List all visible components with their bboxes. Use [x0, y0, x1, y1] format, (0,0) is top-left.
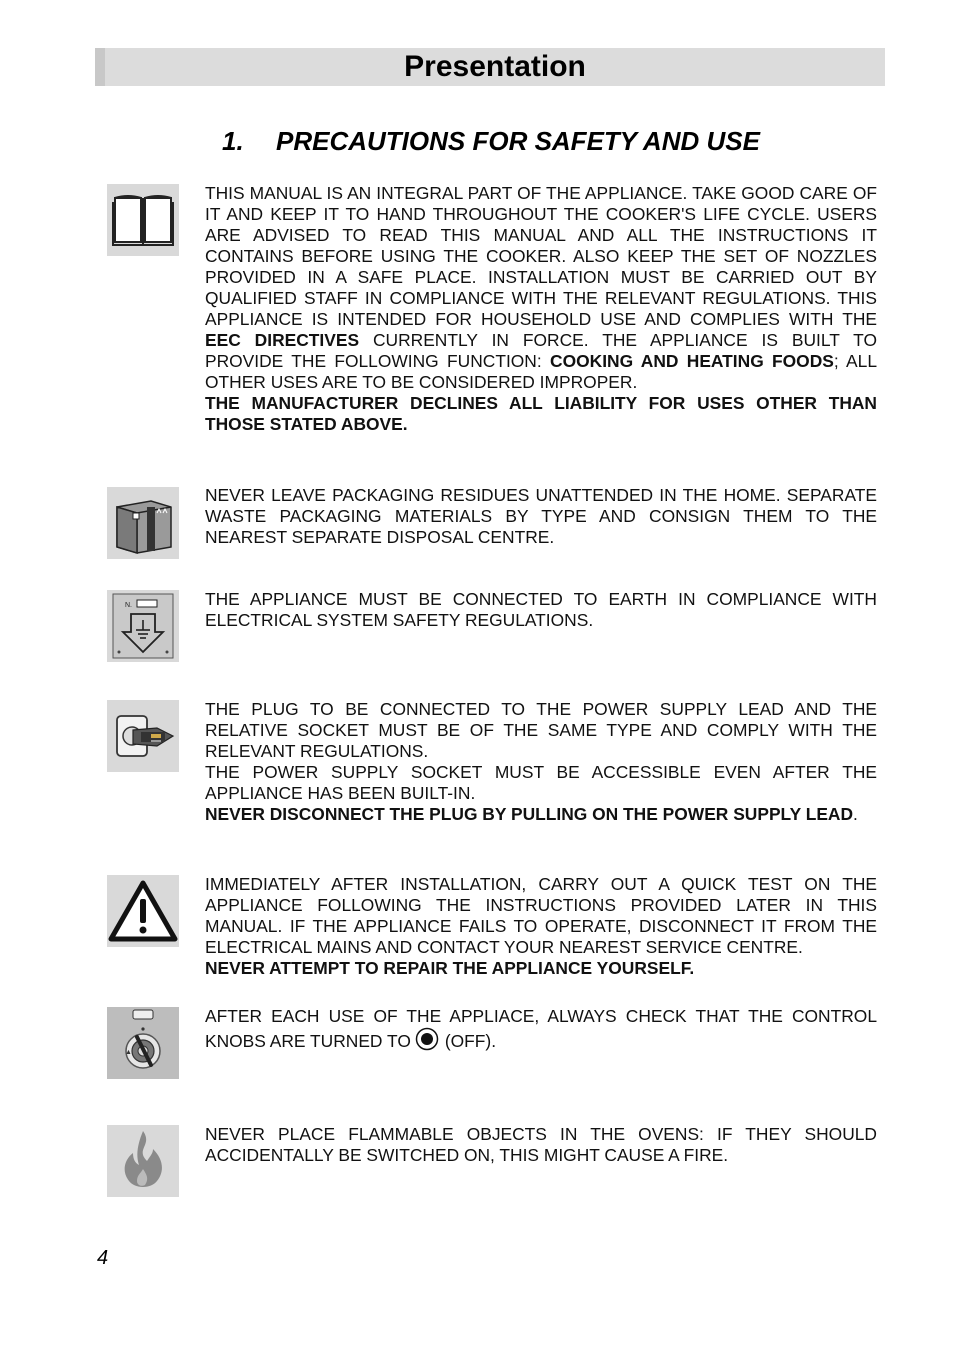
plug-warning-emphasis: NEVER DISCONNECT THE PLUG BY PULLING ON THE POWER SUPPLY LEAD — [205, 804, 854, 824]
warning-triangle-icon — [107, 875, 179, 947]
precaution-plug-text — [205, 699, 877, 825]
packaging-box-icon — [107, 487, 179, 559]
precaution-fire-text — [205, 1124, 877, 1166]
page-title: Presentation — [404, 50, 586, 83]
knobs-text: AFTER EACH USE OF THE APPLIACE, ALWAYS CHECK THAT THE CONTROL KNOBS ARE TURNED TO — [205, 1006, 877, 1051]
plug-text-end: . — [853, 804, 858, 824]
precaution-packaging-text — [205, 485, 877, 548]
manual-book-icon — [107, 184, 179, 256]
off-label: (OFF). — [444, 1031, 497, 1051]
precaution-test-text — [205, 874, 877, 979]
earth-ground-icon — [107, 590, 179, 662]
svg-text:▲: ▲ — [125, 1049, 132, 1056]
section-number: 1. — [222, 126, 244, 156]
manual-text-part: CURRENTLY IN FORCE. THE APPLIANCE IS BUILT TO PROVIDE THE FOLLOWING FUNCTION: — [205, 330, 877, 371]
manual-text-part: THIS MANUAL IS AN INTEGRAL PART OF THE APPLIANCE. TAKE GOOD CARE OF IT AND KEEP IT TO HAND THROUGHOUT THE COOKER'S LIFE CYCLE. USERS ARE ADVISED TO READ THIS MANUAL AND ALL THE INSTRUCTIONS IT CONTAINS BEFORE USING THE COOKER. ALSO KEEP THE SET OF NOZZLES PROVIDED IN A SAFE PLACE. INSTALLATION MUST BE CARRIED OUT BY QUALIFIED STAFF IN COMPLIANCE WITH THE RELEVANT REGULATIONS. THIS APPLIANCE IS INTENDED FOR HOUSEHOLD USE AND COMPLIES WITH THE — [205, 183, 877, 329]
precaution-earth-text — [205, 589, 877, 631]
plug-text-1: THE PLUG TO BE CONNECTED TO THE POWER SUPPLY LEAD AND THE RELATIVE SOCKET MUST BE OF THE SAME TYPE AND COMPLY WITH THE RELEVANT REGULATIONS. — [205, 699, 877, 761]
flame-icon — [107, 1125, 179, 1197]
precaution-manual-text — [205, 183, 877, 435]
repair-warning-emphasis: NEVER ATTEMPT TO REPAIR THE APPLIANCE YOURSELF. — [205, 958, 695, 978]
cooking-function-emphasis: COOKING AND HEATING FOODS — [550, 351, 834, 371]
fire-text: NEVER PLACE FLAMMABLE OBJECTS IN THE OVENS: IF THEY SHOULD ACCIDENTALLY BE SWITCHED ON, THIS MIGHT CAUSE A FIRE. — [205, 1124, 877, 1165]
plug-text-2: THE POWER SUPPLY SOCKET MUST BE ACCESSIBLE EVEN AFTER THE APPLIANCE HAS BEEN BUILT-IN. — [205, 762, 877, 803]
liability-disclaimer: THE MANUFACTURER DECLINES ALL LIABILITY FOR USES OTHER THAN THOSE STATED ABOVE. — [205, 393, 877, 434]
off-position-icon — [415, 1027, 439, 1051]
packaging-text: NEVER LEAVE PACKAGING RESIDUES UNATTENDED IN THE HOME. SEPARATE WASTE PACKAGING MATERIALS BY TYPE AND CONSIGN THEM TO THE NEAREST SEPARATE DISPOSAL CENTRE. — [205, 485, 877, 547]
control-knob-icon — [107, 1007, 179, 1079]
precaution-knobs-text — [205, 1006, 877, 1052]
plug-socket-icon — [107, 700, 179, 772]
section-heading — [222, 126, 760, 157]
eec-directives-emphasis: EEC DIRECTIVES — [205, 330, 360, 350]
page-number: 4 — [97, 1247, 109, 1269]
manual-text-part: ; ALL OTHER USES ARE TO BE CONSIDERED IMPROPER. — [205, 351, 877, 392]
earth-text: THE APPLIANCE MUST BE CONNECTED TO EARTH IN COMPLIANCE WITH ELECTRICAL SYSTEM SAFETY REGULATIONS. — [205, 589, 877, 630]
earth-label-text: N. — [125, 602, 132, 609]
header-bar — [95, 48, 885, 86]
section-title: PRECAUTIONS FOR SAFETY AND USE — [276, 126, 760, 156]
test-text: IMMEDIATELY AFTER INSTALLATION, CARRY OUT A QUICK TEST ON THE APPLIANCE FOLLOWING THE INSTRUCTIONS PROVIDED LATER IN THIS MANUAL. IF THE APPLIANCE FAILS TO OPERATE, DISCONNECT IT FROM THE ELECTRICAL MAINS AND CONTACT YOUR NEAREST SERVICE CENTRE. — [205, 874, 877, 957]
